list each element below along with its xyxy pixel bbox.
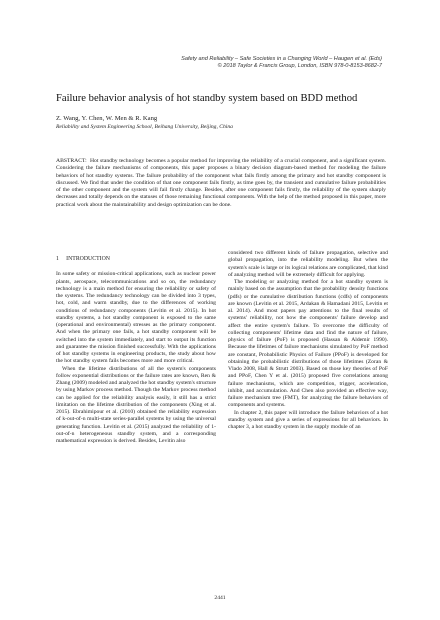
left-column: [56, 256, 216, 445]
section-number: 1: [56, 256, 59, 262]
right-column: [228, 250, 388, 431]
body-paragraph: The modeling or analyzing method for a hot standby system is mainly based on the assumption that the probability density functions (pdfs) or the cumulative distribution functions (cdfs) of components are known (Levitin et al. 2015, Ardakan & Hamadani 2015, Levitin et al. 2014). And most papers pay attentions to the final results of systems' reliability, not how the components' failure develop and affect the entire system's failure. To overcome the difficulty of collecting components' lifetime data and find the nature of failure, physics of failure (PoF) is proposed (Hassan & Aldemir 1990). Because the lifetimes of failure mechanisms simulated by PoF method are constant, Probabilistic Physics of Failure (PPoF) is developed for obtaining the probabilistic distributions of those lifetimes (Zoran & Vlado 2008, Hall & Strutt 2003). Based on those key theories of PoF and PPoF, Chen Y et al. (2015) proposed five correlations among failure mechanisms, which are competition, trigger, acceleration, inhibit, and accumulation. And Chen also provided an effective way, failure mechanism tree (FMT), for analyzing the failure behaviors of components and systems.: [228, 279, 388, 409]
running-head: [52, 56, 382, 70]
abstract-label: ABSTRACT:: [56, 158, 87, 164]
abstract-text: Hot standby technology becomes a popular method for improving the reliability of a crucial component, and a significant system. Considering the failure mechanisms of components, this paper proposes a binary decision diagram-based method for modeling the failure behaviors of hot standby systems. The failure probability of the component what fails firstly among the primary and hot standby component is discussed. We find that under the condition of that one component fails firstly, as time goes by, the transient and cumulative failure probabilities of the other component and the system will fail firstly change. Besides, after one component fails firstly, the reliability of the system sharply decreases and totally depends on the statuses of those remaining functional components. With the help of the method proposed in this paper, more practical work about the maintainability and design optimization can be done.: [56, 158, 386, 208]
running-head-line-2: © 2018 Taylor & Francis Group, London, ISBN 978-0-8153-8682-7: [217, 63, 382, 70]
body-paragraph: In chapter 2, this paper will introduce the failure behaviors of a hot standby system and give a series of expressions for all behaviors. In chapter 3, a hot standby system in the supply module of an: [228, 409, 388, 430]
abstract: [56, 158, 386, 209]
paper-affiliation: Reliability and System Engineering School, Beihang University, Beijing, China: [56, 124, 233, 130]
body-paragraph: When the lifetime distributions of all the system's components follow exponential distributions or the failure rates are known, Ren & Zhang (2009) modeled and analyzed the hot standby system's structure by using Markov process method. Though the Markov process method can be applied for the reliability analysis easily, it still has a strict limitation on the lifetime distribution of the components (Xing et al. 2015). Ebrahimipour et al. (2010) obtained the reliability expression of k-out-of-n multi-state series-parallel systems by using the universal generating function. Levitin et al. (2015) analyzed the reliability of 1-out-of-n heterogeneous standby system, and a corresponding mathematical expression is derived. Besides, Levitin also: [56, 365, 217, 444]
body-paragraph: In some safety or mission-critical applications, such as nuclear power plants, aerospace, telecommunications and so on, the redundancy technology is a main method for ensuring the reliability or safety of the systems. The redundancy technology can be divided into 3 types, hot, cold, and warm standby, due to the differences of working conditions of redundancy components (Levitin et al. 2015). In hot standby systems, a hot standby component is exposed to the same (operational and environmental) stresses as the primary component. And when the primary one fails, a hot standby component will be switched into the system immediately, and start to output its function and guarantee the mission finished successfully. With the applications of hot standby systems in engineering products, the study about how the hot standby system fails becomes more and more critical.: [56, 271, 216, 365]
page-number: 2441: [214, 595, 226, 601]
body-paragraph: considered two different kinds of failure propagation, selective and global propagation, into the reliability modeling. But when the system's scale is large or its logical relations are complicated, that kind of analyzing method will be extremely difficult for applying.: [228, 250, 388, 278]
running-head-line-1: Safety and Reliability – Safe Societies in a Changing World – Haugen et al. (Eds): [181, 56, 382, 62]
paper-title: Failure behavior analysis of hot standby system based on BDD method: [56, 93, 358, 104]
paper-authors: Z. Wang, Y. Chen, W. Men & R. Kang: [56, 115, 158, 122]
section-heading: [56, 256, 216, 263]
section-title: INTRODUCTION: [66, 256, 110, 262]
